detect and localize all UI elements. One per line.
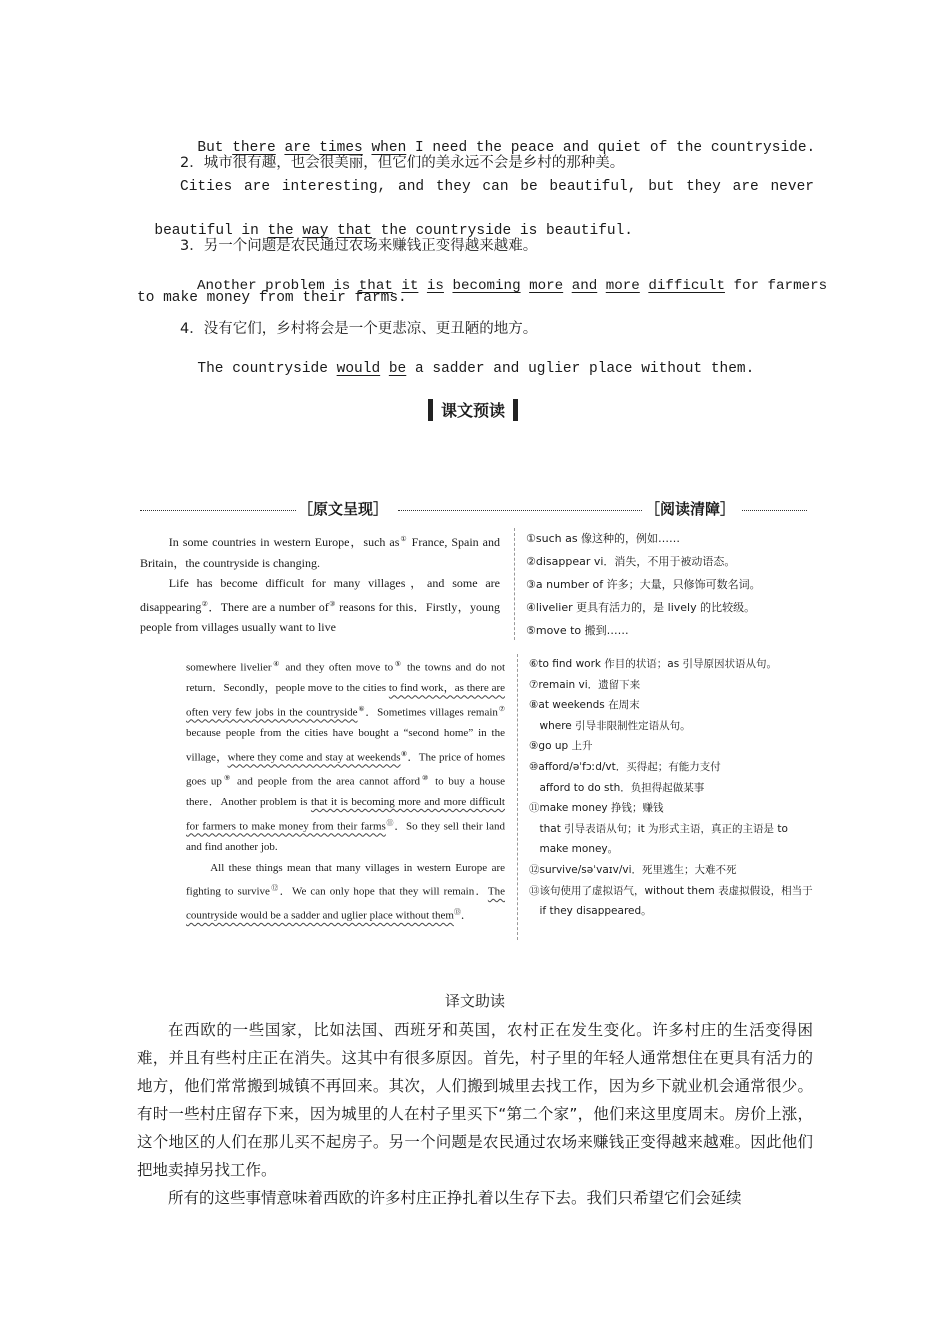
question-4: 4．没有它们，乡村将会是一个更悲凉、更丑陋的地方。: [180, 321, 538, 337]
note-6: ⑥to find work 作目的状语；as 引导原因状语从句。: [529, 658, 778, 670]
question-3: 3．另一个问题是农民通过农场来赚钱正变得越来越难。: [180, 238, 538, 254]
note-5: ⑤move to 搬到……: [526, 624, 629, 637]
original-text-bottom: [186, 654, 505, 927]
sentence-4-english: The countryside would be a sadder and uglier place without them.: [197, 361, 755, 377]
original-paragraph-1: In some countries in western Europe，such as① France, Spain and Britain，the countryside is changing.: [140, 535, 500, 570]
left-column-header: ［原文呈现］: [298, 500, 389, 518]
note-13-detail: if they disappeared。: [529, 905, 652, 918]
sentence-2-english-a: Cities are interesting, and they can be beautiful, but they are never: [180, 179, 814, 195]
translation-body: [137, 1016, 813, 1212]
note-9: ⑨go up 上升: [529, 740, 593, 753]
dotted-rule-left: [140, 510, 300, 511]
translation-paragraph-1: 在西欧的一些国家，比如法国、西班牙和英国，农村正在发生变化。许多村庄的生活变得困难，并且有些村庄正在消失。这其中有很多原因。首先，村子里的年轻人通常想住在更具有活力的地方，他们常常搬到城镇不再回来。其次，人们搬到城里去找工作，因为乡下就业机会通常很少。有时一些村庄留存下来，因为城里的人在村子里买下“第二个家”，他们来这里度周末。房价上涨，这个地区的人们在那儿买不起房子。另一个问题是农民通过农场来赚钱正变得越来越难。因此他们把地卖掉另找工作。: [137, 1021, 813, 1179]
sentence-1-english: But there are times when I need the peace and quiet of the countryside.: [197, 140, 816, 156]
note-10: ⑩afford/əˈfɔːd/vt．买得起；有能力支付: [529, 760, 721, 773]
note-12: ⑫survive/səˈvaɪv/vi．死里逃生；大难不死: [529, 863, 737, 876]
note-13: ⑬该句使用了虚拟语气，without them 表虚拟假设，相当于: [529, 884, 813, 897]
note-4: ④livelier 更具有活力的，是 lively 的比较级。: [526, 601, 756, 614]
heading-left-bar: [428, 399, 433, 421]
notes-top: [526, 527, 761, 642]
note-11-detail-2: make money。: [529, 843, 619, 856]
dotted-rule-right: [742, 510, 807, 511]
original-paragraph-4: All these things mean that many villages in western Europe are fighting to survive⑫．We can only hope that they will remain．The countryside would be a sadder and uglier place without them⑬．: [186, 861, 505, 923]
sentence-2-english-b: beautiful in the way that the countryside is beautiful.: [154, 223, 634, 239]
note-7: ⑦remain vi．遗留下来: [529, 678, 641, 691]
translation-title: 译文助读: [444, 992, 505, 1010]
note-3: ③a number of 许多；大量，只修饰可数名词。: [526, 578, 761, 591]
original-paragraph-3: somewhere livelier④ and they often move to⑤ the towns and do not return．Secondly，people move to the cities to find work，as there are often very few jobs in the countryside⑥．Sometimes villages remain⑦ because people from the cities have bought a “second home” in the village，where they come and stay at weekends⑧．The price of homes goes up⑨ and people from the area cannot afford⑩ to buy a house there．Another problem is that it is becoming more and more difficult for farmers to make money from their farms⑪．So they sell their land and find another job.: [186, 660, 506, 854]
note-10-detail: afford to do sth．负担得起做某事: [529, 781, 705, 794]
original-paragraph-2: Life has become difficult for many villages，and some are disappearing②．There are a number of③ reasons for this．Firstly，young people from villages usually want to live: [140, 576, 500, 634]
notes-bottom: [529, 654, 813, 922]
translation-paragraph-2: 所有的这些事情意味着西欧的许多村庄正挣扎着以生存下去。我们只希望它们会延续: [168, 1189, 742, 1207]
note-2: ②disappear vi．消失，不用于被动语态。: [526, 555, 736, 568]
sentence-3-english-a: Another problem is that it is becoming more and more difficult for farmers: [197, 278, 828, 294]
note-11-detail: that 引导表语从句；it 为形式主语，真正的主语是 to: [529, 822, 788, 835]
question-2: 2．城市很有趣，也会很美丽，但它们的美永远不会是乡村的那种美。: [180, 155, 625, 171]
note-8: ⑧at weekends 在周末: [529, 699, 640, 712]
note-1: ①such as 像这种的，例如……: [526, 532, 681, 545]
right-column-header: ［阅读清障］: [645, 500, 736, 518]
note-11: ⑪make money 挣钱；赚钱: [529, 802, 664, 815]
section-heading: [428, 398, 518, 421]
heading-right-bar: [513, 399, 518, 421]
section-heading-text: 课文预读: [441, 401, 506, 420]
column-divider-bottom: [517, 654, 518, 940]
original-text-top: [140, 529, 500, 638]
sentence-3-english-b: to make money from their farms.: [137, 290, 407, 306]
note-8-detail: where 引导非限制性定语从句。: [529, 719, 691, 732]
dotted-rule-middle: [398, 510, 644, 511]
column-divider-top: [514, 528, 515, 640]
